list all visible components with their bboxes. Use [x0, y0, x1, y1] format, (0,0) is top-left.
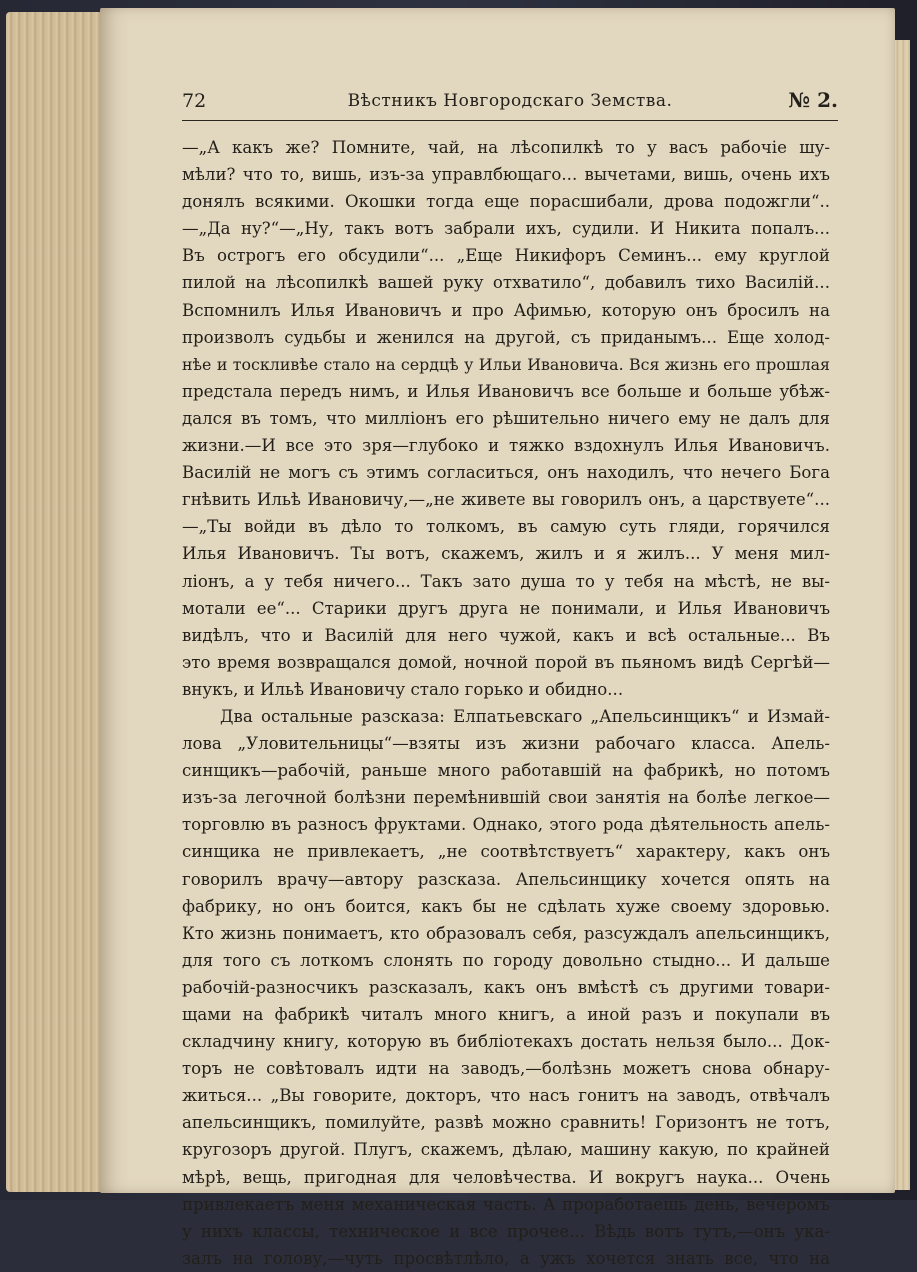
text-line: у нихъ классы, техническое и все прочее... Вѣдь вотъ тутъ,—онъ ука-	[182, 1221, 830, 1241]
text-line: мѣрѣ, вещь, пригодная для человѣчества. И вокругъ наука... Очень	[182, 1167, 830, 1187]
text-line: гнѣвить Ильѣ Ивановичу,—„не живете вы говорилъ онъ, а царствуете“...	[182, 490, 830, 510]
text-line: произволъ судьбы и женился на другой, съ приданымъ... Еще холод-	[182, 327, 830, 347]
issue-number: № 2.	[788, 88, 838, 112]
text-line: Кто жизнь понимаетъ, кто образовалъ себя, разсуждалъ апельсинщикъ,	[182, 923, 830, 943]
text-line: говорилъ врачу—автору разсказа. Апельсинщику хочется опять на	[182, 869, 830, 889]
text-line: нѣе и тоскливѣе стало на сердцѣ у Ильи Ивановича. Вся жизнь его прошлая	[182, 354, 830, 374]
text-line: синщика не привлекаетъ, „не соотвѣтствуетъ“ характеру, какъ онъ	[182, 842, 830, 862]
text-line: житься... „Вы говорите, докторъ, что насъ гонитъ на заводъ, отвѣчалъ	[182, 1086, 830, 1106]
text-line: рабочій-разносчикъ разсказалъ, какъ онъ вмѣстѣ съ другими товари-	[182, 977, 830, 997]
text-line: синщикъ—рабочій, раньше много работавшій на фабрикѣ, но потомъ	[182, 761, 830, 781]
text-line: лова „Уловительницы“—взяты изъ жизни рабочаго класса. Апель-	[182, 734, 830, 754]
journal-title: Вѣстникъ Новгородскаго Земства.	[347, 91, 673, 111]
text-line: складчину книгу, которую въ библіотекахъ достать нельзя было... Док-	[182, 1032, 830, 1052]
text-line: кругозоръ другой. Плугъ, скажемъ, дѣлаю, машину какую, по крайней	[182, 1140, 830, 1160]
text-line: —„Ты войди въ дѣло то толкомъ, въ самую суть гляди, горячился	[182, 517, 830, 537]
text-line: изъ-за легочной болѣзни перемѣнившій свои занятія на болѣе легкое—	[182, 788, 830, 808]
page-number: 72	[182, 90, 207, 112]
text-line: пилой на лѣсопилкѣ вашей руку отхватило“, добавилъ тихо Василій...	[182, 273, 830, 293]
text-line: торговлю въ разносъ фруктами. Однако, этого рода дѣятельность апель-	[182, 815, 830, 835]
text-line: привлекаетъ меня механическая часть. А проработаешь день, вечеромъ	[182, 1194, 830, 1214]
text-line: Василій не могъ съ этимъ согласиться, онъ находилъ, что нечего Бога	[182, 463, 830, 483]
text-line: апельсинщикъ, помилуйте, развѣ можно сравнить! Горизонтъ не тотъ,	[182, 1113, 830, 1133]
page-header	[182, 88, 838, 121]
text-line: это время возвращался домой, ночной порой въ пьяномъ видѣ Сергѣй—	[182, 652, 830, 672]
text-line: видѣлъ, что и Василій для него чужой, какъ и всѣ остальные... Въ	[182, 625, 830, 645]
text-line: ліонъ, а у тебя ничего... Такъ зато душа то у тебя на мѣстѣ, не вы-	[182, 571, 830, 591]
text-line: щами на фабрикѣ читалъ много книгъ, а иной разъ и покупали въ	[182, 1005, 830, 1024]
text-line: —„А какъ же? Помните, чай, на лѣсопилкѣ то у васъ рабочіе шу-	[182, 138, 830, 157]
text-line: торъ не совѣтовалъ идти на заводъ,—болѣзнь можетъ снова обнару-	[182, 1059, 830, 1079]
text-line: донялъ всякими. Окошки тогда еще порасшибали, дрова подожгли“..	[182, 192, 830, 212]
text-line: предстала передъ нимъ, и Илья Ивановичъ все больше и больше убѣж-	[182, 381, 830, 401]
text-line: мѣли? что то, вишь, изъ-за управлбющаго... вычетами, вишь, очень ихъ	[182, 165, 830, 185]
text-line: фабрику, но онъ боится, какъ бы не сдѣлать хуже своему здоровью.	[182, 896, 830, 916]
text-line: мотали ее“... Старики другъ друга не понимали, и Илья Ивановичъ	[182, 598, 830, 618]
body-text	[182, 134, 830, 1272]
text-line-paragraph-end: внукъ, и Ильѣ Ивановичу стало горько и обидно...	[182, 679, 624, 699]
text-line: жизни.—И все это зря—глубоко и тяжко вздохнулъ Илья Ивановичъ.	[182, 436, 830, 456]
text-line: для того съ лоткомъ слонять по городу довольно стыдно... И дальше	[182, 950, 830, 970]
text-line-paragraph-start: Два остальные разсказа: Елпатьевскаго „Апельсинщикъ“ и Измай-	[220, 706, 830, 726]
text-line: дался въ томъ, что милліонъ его рѣшительно ничего ему не далъ для	[182, 408, 830, 428]
text-line: залъ на голову,—чуть просвѣтлѣло, а ужъ хочется знать все, что на	[182, 1248, 830, 1268]
text-line: Въ острогъ его обсудили“... „Еще Никифоръ Семинъ... ему круглой	[182, 246, 830, 266]
text-line: Илья Ивановичъ. Ты вотъ, скажемъ, жилъ и я жилъ... У меня мил-	[182, 544, 830, 564]
text-line: —„Да ну?“—„Ну, такъ вотъ забрали ихъ, судили. И Никита попалъ...	[182, 219, 830, 239]
text-line: Вспомнилъ Илья Ивановичъ и про Афимью, которую онъ бросилъ на	[182, 300, 830, 320]
